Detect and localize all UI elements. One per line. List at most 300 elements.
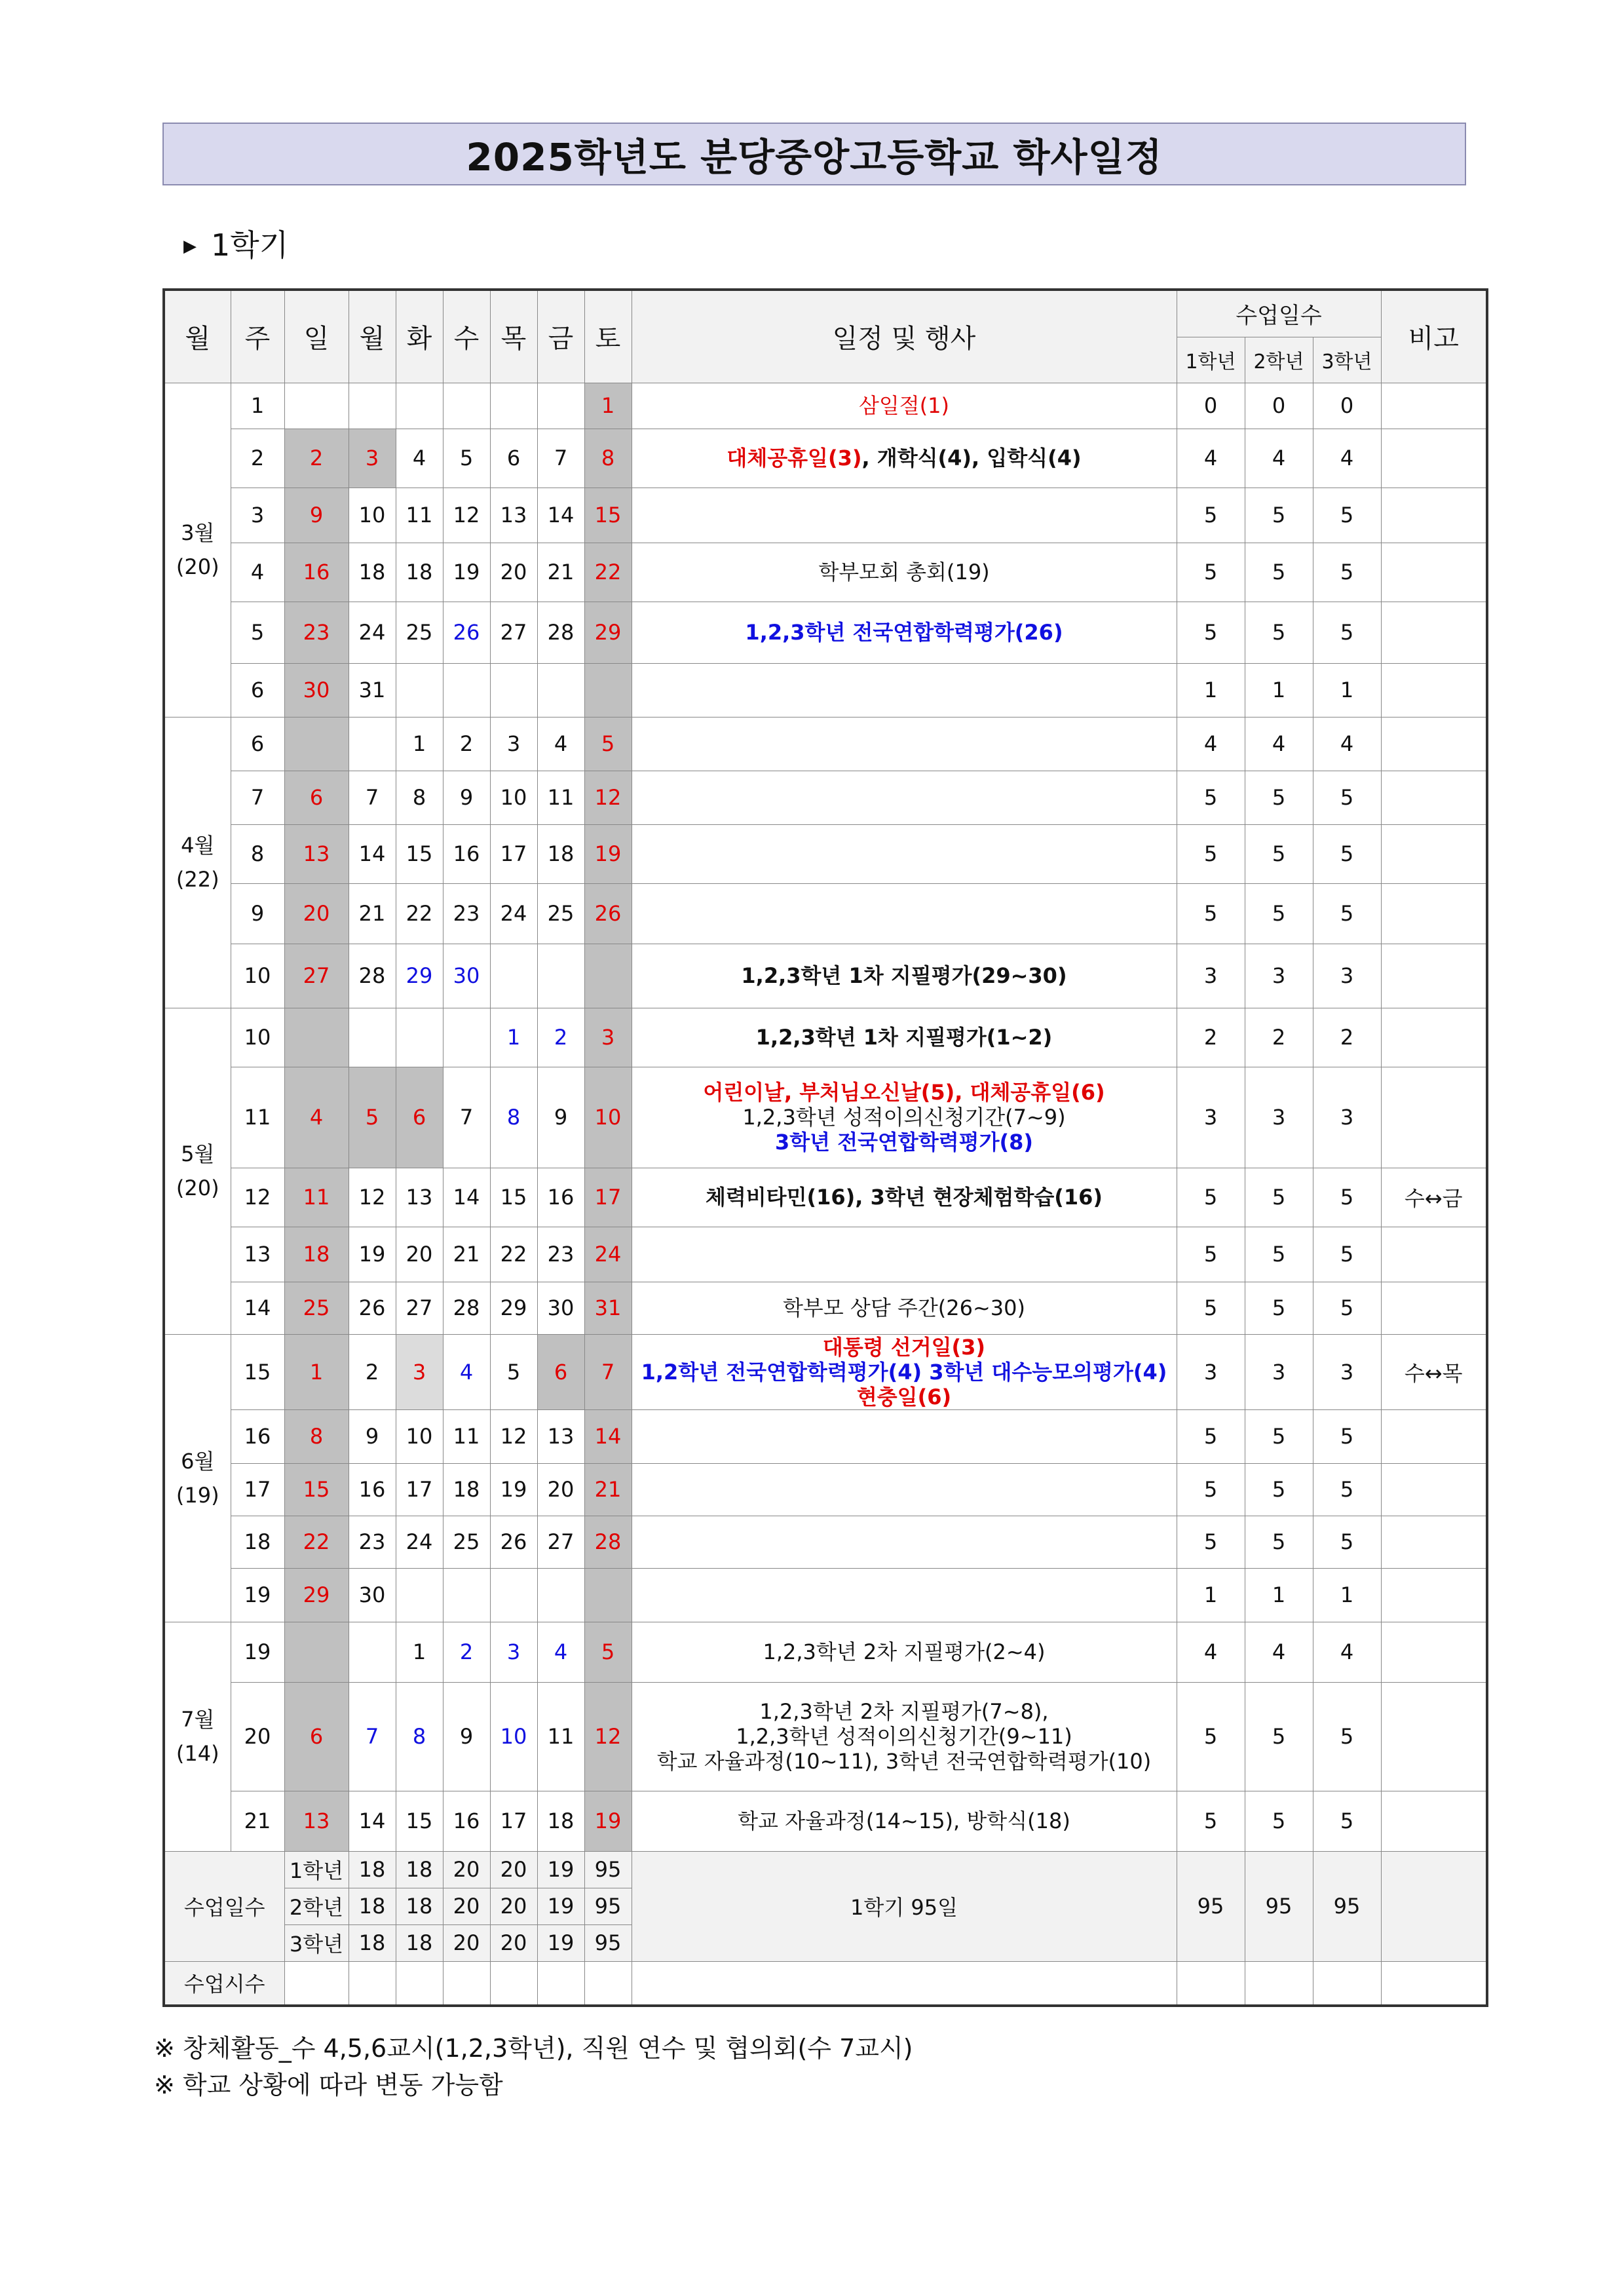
day-cell: 7 <box>349 771 396 824</box>
day-cell <box>349 1008 396 1067</box>
class-day-count: 1 <box>1177 1568 1245 1622</box>
remark-cell <box>1381 1463 1487 1516</box>
class-day-count: 5 <box>1177 824 1245 883</box>
day-cell: 1 <box>396 1622 443 1682</box>
table-row <box>164 1409 1487 1463</box>
day-cell: 22 <box>396 883 443 944</box>
event-text: 1,2,3학년 1차 지필평가(1~2) <box>755 1025 1053 1050</box>
day-cell: 22 <box>490 1227 537 1282</box>
day-cell: 9 <box>349 1409 396 1463</box>
summary-value: 20 <box>443 1851 490 1888</box>
week-number: 16 <box>231 1409 284 1463</box>
event-text: 삼일절(1) <box>858 393 950 418</box>
table-row <box>164 488 1487 543</box>
month-label: 6월 <box>181 1448 215 1474</box>
day-cell: 6 <box>284 771 349 824</box>
hours-label: 수업시수 <box>164 1961 284 2006</box>
class-day-count: 0 <box>1313 383 1381 429</box>
hours-cell <box>490 1961 537 2006</box>
class-day-count: 5 <box>1177 1409 1245 1463</box>
day-cell: 6 <box>284 1682 349 1791</box>
day-cell: 23 <box>349 1516 396 1568</box>
event-cell <box>632 1227 1177 1282</box>
day-cell: 19 <box>443 543 490 602</box>
class-day-count: 5 <box>1313 602 1381 663</box>
month-label: 4월 <box>181 833 215 858</box>
remark-cell <box>1381 1682 1487 1791</box>
hours-cell <box>349 1961 396 2006</box>
day-cell: 18 <box>284 1227 349 1282</box>
table-row <box>164 1168 1487 1227</box>
day-cell: 18 <box>396 543 443 602</box>
hours-cell <box>1245 1961 1313 2006</box>
summary-value: 18 <box>396 1888 443 1924</box>
semester-total: 1학기 95일 <box>632 1851 1177 1961</box>
day-cell: 18 <box>349 543 396 602</box>
class-day-count: 3 <box>1313 1334 1381 1409</box>
class-day-count: 5 <box>1245 1409 1313 1463</box>
week-number: 19 <box>231 1568 284 1622</box>
table-row <box>164 1282 1487 1334</box>
day-cell: 20 <box>284 883 349 944</box>
header-day-thu: 목 <box>490 290 537 383</box>
hours-cell <box>537 1961 584 2006</box>
day-cell: 13 <box>490 488 537 543</box>
week-number: 2 <box>231 429 284 488</box>
day-cell <box>396 1008 443 1067</box>
table-row <box>164 1516 1487 1568</box>
class-day-count: 5 <box>1245 1227 1313 1282</box>
day-cell: 18 <box>537 1791 584 1851</box>
summary-remark <box>1381 1851 1487 1961</box>
month-label: 7월 <box>181 1707 215 1732</box>
day-cell <box>490 944 537 1008</box>
class-day-count: 5 <box>1177 1227 1245 1282</box>
day-cell: 17 <box>490 1791 537 1851</box>
class-day-count: 5 <box>1245 824 1313 883</box>
day-cell: 12 <box>349 1168 396 1227</box>
month-cell <box>164 383 231 717</box>
event-cell <box>632 1409 1177 1463</box>
hours-cell <box>443 1961 490 2006</box>
class-day-count: 2 <box>1313 1008 1381 1067</box>
event-cell <box>632 1334 1177 1409</box>
event-text: 1,2,3학년 1차 지필평가(29~30) <box>741 963 1067 988</box>
class-day-count: 5 <box>1313 1168 1381 1227</box>
day-cell: 2 <box>537 1008 584 1067</box>
header-day-mon: 월 <box>349 290 396 383</box>
remark-cell <box>1381 1008 1487 1067</box>
day-cell: 14 <box>349 824 396 883</box>
month-day-count: (14) <box>176 1741 219 1766</box>
event-cell <box>632 944 1177 1008</box>
event-text: 1,2,3학년 2차 지필평가(2~4) <box>763 1639 1046 1664</box>
hours-cell <box>584 1961 632 2006</box>
class-day-count: 5 <box>1313 1227 1381 1282</box>
day-cell: 8 <box>284 1409 349 1463</box>
day-cell: 28 <box>584 1516 632 1568</box>
day-cell: 17 <box>584 1168 632 1227</box>
month-cell <box>164 717 231 1008</box>
class-day-count: 1 <box>1245 1568 1313 1622</box>
class-day-count: 0 <box>1245 383 1313 429</box>
day-cell: 14 <box>584 1409 632 1463</box>
day-cell <box>537 663 584 717</box>
day-cell: 3 <box>584 1008 632 1067</box>
day-cell: 29 <box>284 1568 349 1622</box>
month-day-count: (20) <box>176 554 219 579</box>
day-cell: 5 <box>584 717 632 771</box>
day-cell: 25 <box>443 1516 490 1568</box>
class-day-count: 5 <box>1245 1682 1313 1791</box>
month-day-count: (22) <box>176 867 219 892</box>
class-day-count: 5 <box>1313 1791 1381 1851</box>
table-row <box>164 429 1487 488</box>
remark-cell <box>1381 429 1487 488</box>
table-row <box>164 883 1487 944</box>
day-cell: 11 <box>537 771 584 824</box>
day-cell: 4 <box>396 429 443 488</box>
day-cell: 29 <box>584 602 632 663</box>
month-cell <box>164 1334 231 1622</box>
event-cell <box>632 1008 1177 1067</box>
day-cell: 17 <box>396 1463 443 1516</box>
day-cell: 5 <box>443 429 490 488</box>
summary-value: 19 <box>537 1888 584 1924</box>
class-day-count: 5 <box>1245 488 1313 543</box>
class-day-count: 5 <box>1177 1682 1245 1791</box>
day-cell: 2 <box>443 717 490 771</box>
class-day-count: 0 <box>1177 383 1245 429</box>
day-cell: 31 <box>349 663 396 717</box>
header-grade-2: 2학년 <box>1245 337 1313 383</box>
event-cell <box>632 1568 1177 1622</box>
day-cell <box>349 717 396 771</box>
day-cell: 19 <box>349 1227 396 1282</box>
footnotes <box>154 2030 913 2103</box>
class-day-count: 5 <box>1313 1682 1381 1791</box>
class-day-count: 5 <box>1313 488 1381 543</box>
class-day-count: 4 <box>1245 1622 1313 1682</box>
week-number: 20 <box>231 1682 284 1791</box>
grade-total: 95 <box>1177 1851 1245 1961</box>
event-cell <box>632 717 1177 771</box>
event-text: 1,2,3학년 전국연합학력평가(26) <box>745 620 1063 645</box>
week-number: 6 <box>231 663 284 717</box>
class-day-count: 5 <box>1177 1282 1245 1334</box>
day-cell <box>584 663 632 717</box>
week-number: 13 <box>231 1227 284 1282</box>
table-row <box>164 1334 1487 1409</box>
summary-value: 19 <box>537 1924 584 1961</box>
class-day-count: 5 <box>1313 1409 1381 1463</box>
class-day-count: 5 <box>1245 771 1313 824</box>
class-day-count: 5 <box>1177 1463 1245 1516</box>
class-day-count: 1 <box>1313 1568 1381 1622</box>
day-cell <box>284 1008 349 1067</box>
remark-cell <box>1381 1282 1487 1334</box>
day-cell: 30 <box>443 944 490 1008</box>
day-cell: 28 <box>537 602 584 663</box>
week-number: 19 <box>231 1622 284 1682</box>
summary-value: 18 <box>396 1851 443 1888</box>
summary-grade: 3학년 <box>284 1924 349 1961</box>
event-cell <box>632 1067 1177 1168</box>
day-cell: 11 <box>396 488 443 543</box>
day-cell: 21 <box>443 1227 490 1282</box>
day-cell: 4 <box>284 1067 349 1168</box>
day-cell <box>284 1622 349 1682</box>
class-day-count: 3 <box>1177 944 1245 1008</box>
hours-cell <box>1313 1961 1381 2006</box>
event-text: 1,2,3학년 2차 지필평가(7~8), <box>759 1699 1049 1724</box>
week-number: 21 <box>231 1791 284 1851</box>
day-cell: 1 <box>396 717 443 771</box>
day-cell: 6 <box>537 1334 584 1409</box>
summary-value: 18 <box>396 1924 443 1961</box>
remark-cell <box>1381 717 1487 771</box>
day-cell <box>443 383 490 429</box>
footnote: ※ 학교 상황에 따라 변동 가능함 <box>154 2071 503 2099</box>
day-cell: 23 <box>443 883 490 944</box>
day-cell: 28 <box>443 1282 490 1334</box>
day-cell: 10 <box>490 771 537 824</box>
table-row <box>164 824 1487 883</box>
header-day-fri: 금 <box>537 290 584 383</box>
day-cell <box>284 717 349 771</box>
day-cell: 15 <box>490 1168 537 1227</box>
class-day-count: 5 <box>1245 543 1313 602</box>
class-day-count: 5 <box>1177 771 1245 824</box>
week-number: 5 <box>231 602 284 663</box>
week-number: 9 <box>231 883 284 944</box>
class-day-count: 1 <box>1313 663 1381 717</box>
day-cell: 26 <box>490 1516 537 1568</box>
header-remarks: 비고 <box>1381 290 1487 383</box>
day-cell: 20 <box>490 543 537 602</box>
week-number: 14 <box>231 1282 284 1334</box>
event-cell <box>632 771 1177 824</box>
day-cell: 13 <box>284 1791 349 1851</box>
header-day-sun: 일 <box>284 290 349 383</box>
summary-value: 20 <box>443 1924 490 1961</box>
day-cell: 8 <box>396 771 443 824</box>
event-cell <box>632 429 1177 488</box>
event-cell <box>632 663 1177 717</box>
header-week: 주 <box>231 290 284 383</box>
class-day-count: 5 <box>1177 488 1245 543</box>
remark-cell <box>1381 383 1487 429</box>
week-number: 3 <box>231 488 284 543</box>
day-cell: 15 <box>396 1791 443 1851</box>
month-cell <box>164 1008 231 1334</box>
day-cell: 16 <box>537 1168 584 1227</box>
day-cell: 25 <box>396 602 443 663</box>
event-cell <box>632 1791 1177 1851</box>
class-day-count: 5 <box>1177 883 1245 944</box>
day-cell <box>349 1622 396 1682</box>
event-text: 학교 자율과정(10~11), 3학년 전국연합학력평가(10) <box>656 1749 1152 1774</box>
event-text: , 개학식(4), 입학식(4) <box>861 446 1082 470</box>
event-text: 3학년 전국연합학력평가(8) <box>774 1130 1034 1155</box>
remark-cell <box>1381 944 1487 1008</box>
day-cell: 29 <box>396 944 443 1008</box>
day-cell: 4 <box>443 1334 490 1409</box>
class-day-count: 3 <box>1245 1334 1313 1409</box>
day-cell: 2 <box>284 429 349 488</box>
day-cell: 13 <box>537 1409 584 1463</box>
grade-total: 95 <box>1245 1851 1313 1961</box>
day-cell: 20 <box>396 1227 443 1282</box>
week-number: 8 <box>231 824 284 883</box>
day-cell: 15 <box>396 824 443 883</box>
day-cell: 10 <box>490 1682 537 1791</box>
remark-cell <box>1381 1409 1487 1463</box>
event-text: 학부모 상담 주간(26~30) <box>783 1295 1025 1320</box>
day-cell: 1 <box>284 1334 349 1409</box>
week-number: 18 <box>231 1516 284 1568</box>
day-cell: 27 <box>284 944 349 1008</box>
day-cell: 12 <box>584 771 632 824</box>
class-day-count: 3 <box>1313 944 1381 1008</box>
remark-cell <box>1381 824 1487 883</box>
month-label: 5월 <box>181 1141 215 1166</box>
footnote: ※ 창체활동_수 4,5,6교시(1,2,3학년), 직원 연수 및 협의회(수 7교시) <box>154 2034 913 2063</box>
summary-value: 20 <box>490 1851 537 1888</box>
class-day-count: 4 <box>1313 1622 1381 1682</box>
day-cell: 1 <box>584 383 632 429</box>
month-day-count: (20) <box>176 1176 219 1200</box>
header-day-tue: 화 <box>396 290 443 383</box>
day-cell: 23 <box>284 602 349 663</box>
remark-cell: 수↔금 <box>1381 1168 1487 1227</box>
day-cell <box>443 663 490 717</box>
day-cell: 19 <box>490 1463 537 1516</box>
summary-value: 20 <box>443 1888 490 1924</box>
remark-cell <box>1381 1067 1487 1168</box>
day-cell: 21 <box>537 543 584 602</box>
page-title: 2025학년도 분당중앙고등학교 학사일정 <box>162 123 1466 185</box>
day-cell: 16 <box>349 1463 396 1516</box>
event-cell <box>632 602 1177 663</box>
day-cell: 9 <box>537 1067 584 1168</box>
day-cell <box>396 1568 443 1622</box>
day-cell <box>490 383 537 429</box>
week-number: 10 <box>231 944 284 1008</box>
table-row <box>164 1227 1487 1282</box>
day-cell: 30 <box>284 663 349 717</box>
class-day-count: 5 <box>1313 1282 1381 1334</box>
day-cell: 9 <box>443 1682 490 1791</box>
day-cell: 16 <box>284 543 349 602</box>
remark-cell <box>1381 1227 1487 1282</box>
table-row <box>164 602 1487 663</box>
table-row <box>164 1622 1487 1682</box>
header-grade-1: 1학년 <box>1177 337 1245 383</box>
table-row <box>164 717 1487 771</box>
day-cell: 30 <box>537 1282 584 1334</box>
day-cell: 5 <box>490 1334 537 1409</box>
day-cell: 28 <box>349 944 396 1008</box>
day-cell: 13 <box>396 1168 443 1227</box>
table-row <box>164 543 1487 602</box>
class-day-count: 5 <box>1313 771 1381 824</box>
event-text: 학부모회 총회(19) <box>818 560 990 584</box>
day-cell: 25 <box>537 883 584 944</box>
class-day-count: 5 <box>1245 1168 1313 1227</box>
day-cell: 7 <box>537 429 584 488</box>
event-cell <box>632 1168 1177 1227</box>
class-day-count: 5 <box>1245 1282 1313 1334</box>
event-text: 어린이날, 부처님오신날(5), 대체공휴일(6) <box>703 1080 1105 1105</box>
day-cell: 25 <box>284 1282 349 1334</box>
table-row <box>164 1568 1487 1622</box>
event-text: 체력비타민(16), 3학년 현장체험학습(16) <box>705 1185 1103 1210</box>
day-cell: 7 <box>443 1067 490 1168</box>
summary-value: 18 <box>349 1888 396 1924</box>
day-cell: 11 <box>284 1168 349 1227</box>
day-cell: 19 <box>584 824 632 883</box>
event-text: 대체공휴일(3) <box>727 446 862 470</box>
day-cell: 15 <box>284 1463 349 1516</box>
week-number: 15 <box>231 1334 284 1409</box>
remark-cell <box>1381 488 1487 543</box>
day-cell: 26 <box>349 1282 396 1334</box>
day-cell: 4 <box>537 1622 584 1682</box>
day-cell: 11 <box>443 1409 490 1463</box>
event-text: 1,2,3학년 성적이의신청기간(9~11) <box>736 1724 1072 1749</box>
day-cell: 7 <box>584 1334 632 1409</box>
day-cell: 30 <box>349 1568 396 1622</box>
hours-cell <box>396 1961 443 2006</box>
day-cell: 24 <box>490 883 537 944</box>
event-cell <box>632 824 1177 883</box>
class-day-count: 5 <box>1245 1516 1313 1568</box>
day-cell: 12 <box>584 1682 632 1791</box>
summary-value: 19 <box>537 1851 584 1888</box>
day-cell: 14 <box>537 488 584 543</box>
table-row <box>164 1463 1487 1516</box>
class-day-count: 5 <box>1313 1463 1381 1516</box>
event-text: 1,2,3학년 성적이의신청기간(7~9) <box>742 1105 1066 1130</box>
day-cell: 27 <box>537 1516 584 1568</box>
day-cell: 29 <box>490 1282 537 1334</box>
table-row <box>164 771 1487 824</box>
class-day-count: 3 <box>1313 1067 1381 1168</box>
class-day-count: 3 <box>1177 1334 1245 1409</box>
hours-cell <box>284 1961 349 2006</box>
summary-grade: 1학년 <box>284 1851 349 1888</box>
day-cell: 15 <box>584 488 632 543</box>
class-day-count: 4 <box>1177 429 1245 488</box>
day-cell: 27 <box>396 1282 443 1334</box>
remark-cell <box>1381 1516 1487 1568</box>
event-cell <box>632 1682 1177 1791</box>
class-day-count: 5 <box>1177 1516 1245 1568</box>
table-row <box>164 1791 1487 1851</box>
day-cell: 11 <box>537 1682 584 1791</box>
class-day-count: 4 <box>1177 717 1245 771</box>
day-cell: 6 <box>490 429 537 488</box>
section-label: 1학기 <box>211 227 289 263</box>
day-cell: 3 <box>349 429 396 488</box>
day-cell: 13 <box>284 824 349 883</box>
remark-cell <box>1381 543 1487 602</box>
remark-cell <box>1381 883 1487 944</box>
header-day-wed: 수 <box>443 290 490 383</box>
day-cell: 14 <box>349 1791 396 1851</box>
day-cell: 16 <box>443 1791 490 1851</box>
